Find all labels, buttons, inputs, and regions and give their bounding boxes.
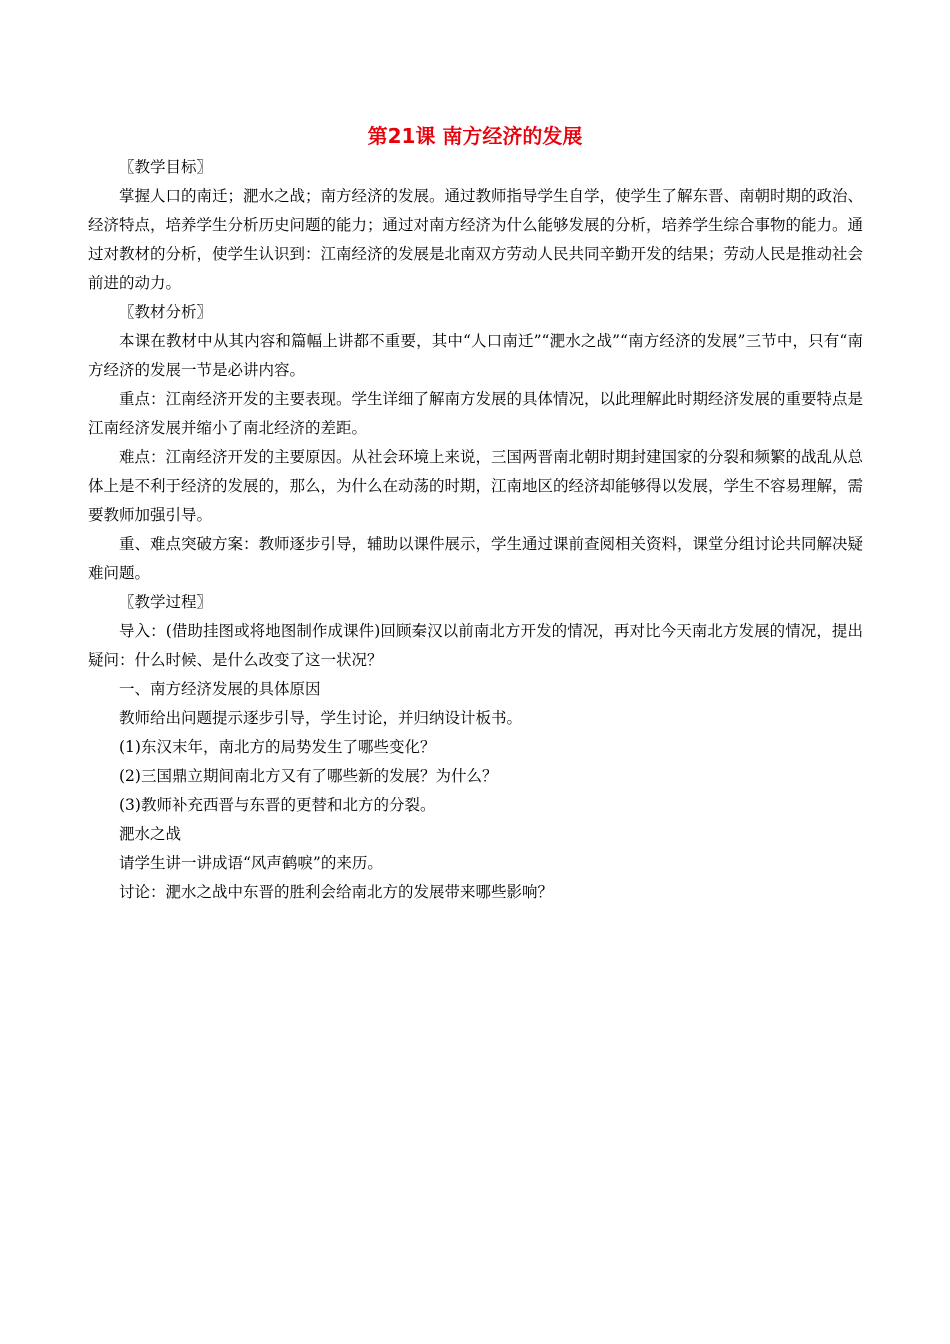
section-heading-textbook-analysis: 〖教材分析〗 (119, 303, 213, 321)
paragraph-teacher-guidance: 教师给出问题提示逐步引导，学生讨论，并归纳设计板书。 (119, 709, 523, 727)
document-body (88, 153, 863, 907)
paragraph-teaching-goals: 掌握人口的南迁；淝水之战；南方经济的发展。通过教师指导学生自学，使学生了解东晋、南朝时期的政治、经济特点，培养学生分析历史问题的能力；通过对南方经济为什么能够发展的分析，培养学生综合事物的能力。通过对教材的分析，使学生认识到：江南经济的发展是北南双方劳动人民共同辛勤开发的结果；劳动人民是推动社会前进的动力。 (88, 187, 864, 292)
paragraph-difficult-point: 难点：江南经济开发的主要原因。从社会环境上来说，三国两晋南北朝时期封建国家的分裂和频繁的战乱从总体上是不利于经济的发展的，那么，为什么在动荡的时期，江南地区的经济却能够得以发展，学生不容易理解，需要教师加强引导。 (88, 448, 864, 524)
paragraph-textbook-analysis: 本课在教材中从其内容和篇幅上讲都不重要，其中“人口南迁”“淝水之战”“南方经济的发展”三节中，只有“南方经济的发展一节是必讲内容。 (88, 332, 863, 379)
subheading-causes: 一、南方经济发展的具体原因 (119, 680, 321, 698)
paragraph-discussion: 讨论：淝水之战中东晋的胜利会给南北方的发展带来哪些影响？ (119, 883, 554, 901)
question-item-2: (2)三国鼎立期间南北方又有了哪些新的发展？为什么？ (119, 767, 498, 785)
paragraph-breakthrough-plan: 重、难点突破方案：教师逐步引导，辅助以课件展示，学生通过课前查阅相关资料，课堂分组讨论共同解决疑难问题。 (88, 535, 864, 582)
section-heading-teaching-process: 〖教学过程〗 (119, 593, 213, 611)
question-item-3: (3)教师补充西晋与东晋的更替和北方的分裂。 (119, 796, 436, 814)
section-heading-teaching-goals: 〖教学目标〗 (119, 158, 213, 176)
question-item-1: (1)东汉末年，南北方的局势发生了哪些变化？ (119, 738, 436, 756)
paragraph-idiom-story: 请学生讲一讲成语“风声鹤唳”的来历。 (119, 854, 383, 872)
subheading-feishui-battle: 淝水之战 (119, 825, 182, 843)
lesson-title: 第21课 南方经济的发展 (367, 124, 583, 148)
paragraph-key-point: 重点：江南经济开发的主要表现。学生详细了解南方发展的具体情况，以此理解此时期经济发展的重要特点是江南经济发展并缩小了南北经济的差距。 (88, 390, 864, 437)
paragraph-introduction: 导入：(借助挂图或将地图制作成课件)回顾秦汉以前南北方开发的情况，再对比今天南北方发展的情况，提出疑问：什么时候、是什么改变了这一状况？ (88, 622, 863, 669)
